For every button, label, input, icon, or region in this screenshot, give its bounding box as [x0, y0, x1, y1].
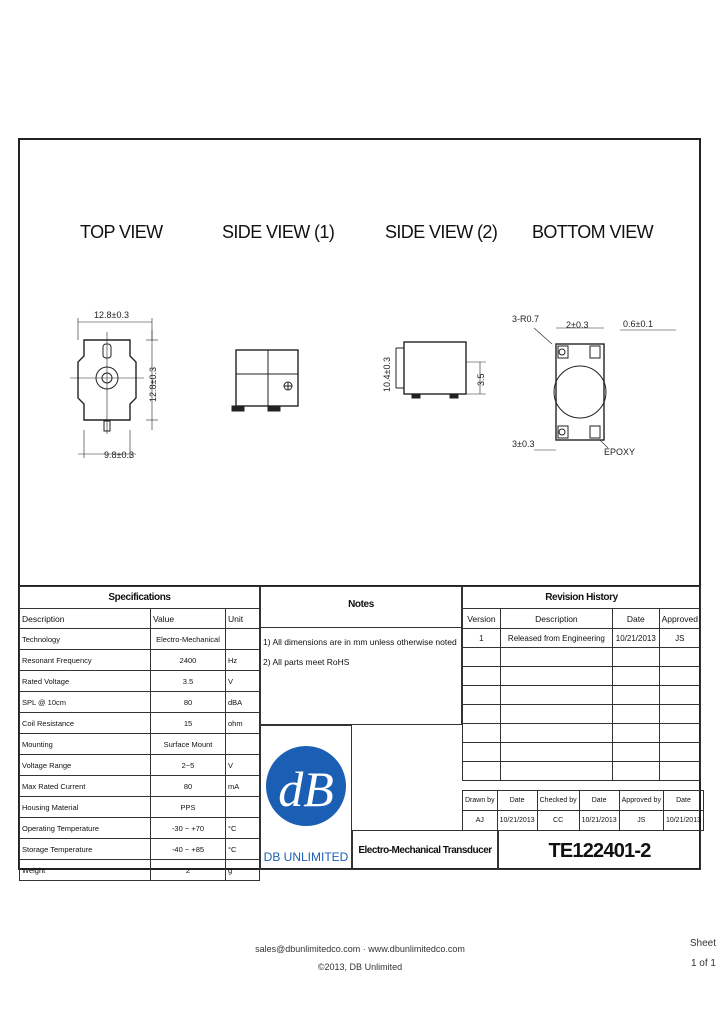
dim-bottom-radius: 3-R0.7	[512, 314, 540, 324]
spec-row	[20, 692, 260, 713]
rev-version: 1	[463, 629, 501, 648]
revision-row	[463, 629, 701, 648]
revision-row	[463, 667, 701, 686]
spec-unit: g	[226, 860, 260, 881]
rev-description	[500, 743, 612, 762]
rev-date	[613, 762, 660, 781]
notes-title: Notes	[348, 599, 374, 610]
dim-epoxy: EPOXY	[604, 447, 636, 457]
spec-value: Surface Mount	[151, 734, 226, 755]
signoff-value: 10/21/2013	[497, 811, 537, 831]
spec-unit: °C	[226, 818, 260, 839]
sheet-label: Sheet	[689, 938, 716, 949]
footer-contact: sales@dbunlimitedco.com · www.dbunlimitedco.com	[255, 944, 465, 954]
revision-row	[463, 648, 701, 667]
top-view-drawing	[70, 318, 158, 458]
spec-row	[20, 713, 260, 734]
dim-top-width: 12.8±0.3	[94, 310, 129, 320]
signoff-header: Date	[663, 791, 703, 811]
product-description: Electro-Mechanical Transducer	[352, 830, 498, 870]
rev-header-description: Description	[500, 609, 612, 629]
spec-description: Resonant Frequency	[20, 650, 151, 671]
rev-date	[613, 648, 660, 667]
dim-bottom-06: 0.6±0.1	[623, 319, 653, 329]
spec-row	[20, 671, 260, 692]
spec-value: Electro-Mechanical	[151, 629, 226, 650]
rev-date	[613, 724, 660, 743]
revision-row	[463, 724, 701, 743]
revision-table	[462, 586, 701, 781]
rev-version	[463, 705, 501, 724]
specs-header-value: Value	[151, 609, 226, 629]
spec-row	[20, 818, 260, 839]
rev-description	[500, 686, 612, 705]
rev-version	[463, 724, 501, 743]
revision-title: Revision History	[463, 587, 701, 609]
technical-drawings	[0, 0, 720, 480]
spec-unit: ohm	[226, 713, 260, 734]
logo-mark: dB	[278, 761, 334, 817]
rev-description	[500, 724, 612, 743]
spec-unit: °C	[226, 839, 260, 860]
rev-header-date: Date	[613, 609, 660, 629]
spec-row	[20, 797, 260, 818]
spec-value: 15	[151, 713, 226, 734]
signoff-table	[462, 790, 704, 831]
signoff-header: Drawn by	[463, 791, 498, 811]
spec-value: -30 ~ +70	[151, 818, 226, 839]
side-view-2-drawing	[396, 342, 486, 398]
rev-date	[613, 705, 660, 724]
signoff-value: 10/21/2013	[579, 811, 619, 831]
revision-row	[463, 743, 701, 762]
spec-row	[20, 650, 260, 671]
spec-description: Rated Voltage	[20, 671, 151, 692]
rev-version	[463, 686, 501, 705]
spec-value: 80	[151, 776, 226, 797]
dim-side-height: 10.4±0.3	[382, 357, 392, 392]
spec-value: -40 ~ +85	[151, 839, 226, 860]
spec-unit: V	[226, 755, 260, 776]
spec-description: Voltage Range	[20, 755, 151, 776]
rev-version	[463, 762, 501, 781]
spec-description: Technology	[20, 629, 151, 650]
signoff-header: Checked by	[537, 791, 579, 811]
specs-title: Specifications	[20, 587, 260, 609]
spec-description: Coil Resistance	[20, 713, 151, 734]
company-logo	[261, 726, 351, 869]
specs-header-description: Description	[20, 609, 151, 629]
spec-unit: V	[226, 671, 260, 692]
rev-approved	[659, 648, 700, 667]
notes-header-cell	[260, 586, 462, 628]
spec-row	[20, 776, 260, 797]
top-view-title: TOP VIEW	[80, 222, 163, 242]
footer-copyright: ©2013, DB Unlimited	[317, 962, 403, 972]
spec-row	[20, 755, 260, 776]
rev-date	[613, 667, 660, 686]
signoff-value: AJ	[463, 811, 498, 831]
spec-unit: Hz	[226, 650, 260, 671]
spec-value: 80	[151, 692, 226, 713]
spec-description: SPL @ 10cm	[20, 692, 151, 713]
rev-description	[500, 667, 612, 686]
rev-description: Released from Engineering	[500, 629, 612, 648]
spec-description: Mounting	[20, 734, 151, 755]
spec-value: PPS	[151, 797, 226, 818]
rev-version	[463, 743, 501, 762]
rev-approved	[659, 667, 700, 686]
dim-top-height: 12.8±0.3	[148, 367, 158, 402]
rev-description	[500, 648, 612, 667]
rev-header-approved: Approved	[659, 609, 700, 629]
bottom-view-title: BOTTOM VIEW	[532, 222, 654, 242]
spec-row	[20, 629, 260, 650]
revision-row	[463, 762, 701, 781]
signoff-header: Date	[497, 791, 537, 811]
spec-description: Housing Material	[20, 797, 151, 818]
dim-side-h2: 3.5	[476, 373, 486, 386]
spec-unit	[226, 629, 260, 650]
spec-description: Weight	[20, 860, 151, 881]
side-view-2-title: SIDE VIEW (2)	[385, 222, 498, 242]
rev-approved: JS	[659, 629, 700, 648]
bottom-view-drawing	[534, 328, 676, 450]
side-view-1-title: SIDE VIEW (1)	[222, 222, 335, 242]
dim-bottom-3: 3±0.3	[512, 439, 535, 449]
spec-unit	[226, 797, 260, 818]
rev-approved	[659, 743, 700, 762]
spec-unit	[226, 734, 260, 755]
spec-description: Operating Temperature	[20, 818, 151, 839]
signoff-header: Approved by	[619, 791, 663, 811]
company-name: DB UNLIMITED	[263, 850, 349, 864]
revision-row	[463, 686, 701, 705]
spec-row	[20, 734, 260, 755]
specs-header-unit: Unit	[226, 609, 260, 629]
rev-approved	[659, 724, 700, 743]
rev-version	[463, 667, 501, 686]
rev-date	[613, 743, 660, 762]
dim-top-bottom: 9.8±0.3	[104, 450, 134, 460]
signoff-value: JS	[619, 811, 663, 831]
spec-row	[20, 860, 260, 881]
spec-description: Storage Temperature	[20, 839, 151, 860]
rev-header-version: Version	[463, 609, 501, 629]
rev-version	[463, 648, 501, 667]
dim-bottom-2: 2±0.3	[566, 320, 589, 330]
logo-cell	[260, 725, 352, 870]
spec-value: 2400	[151, 650, 226, 671]
spec-description: Max Rated Current	[20, 776, 151, 797]
spec-unit: mA	[226, 776, 260, 797]
spec-value: 3.5	[151, 671, 226, 692]
rev-description	[500, 705, 612, 724]
rev-approved	[659, 686, 700, 705]
rev-approved	[659, 762, 700, 781]
spec-unit: dBA	[226, 692, 260, 713]
rev-date	[613, 686, 660, 705]
revision-row	[463, 705, 701, 724]
note-item: 2) All parts meet RoHS	[263, 657, 350, 667]
rev-description	[500, 762, 612, 781]
signoff-value: CC	[537, 811, 579, 831]
sheet-value: 1 of 1	[690, 958, 716, 969]
side-view-1-drawing	[232, 350, 298, 411]
specifications-table	[19, 586, 260, 881]
signoff-value: 10/21/2013	[663, 811, 703, 831]
spec-row	[20, 839, 260, 860]
rev-date: 10/21/2013	[613, 629, 660, 648]
rev-approved	[659, 705, 700, 724]
notes-body	[260, 627, 462, 725]
part-number: TE122401-2	[498, 830, 701, 870]
spec-value: 2	[151, 860, 226, 881]
signoff-header: Date	[579, 791, 619, 811]
spec-value: 2~5	[151, 755, 226, 776]
note-item: 1) All dimensions are in mm unless otherwise noted	[263, 637, 457, 647]
